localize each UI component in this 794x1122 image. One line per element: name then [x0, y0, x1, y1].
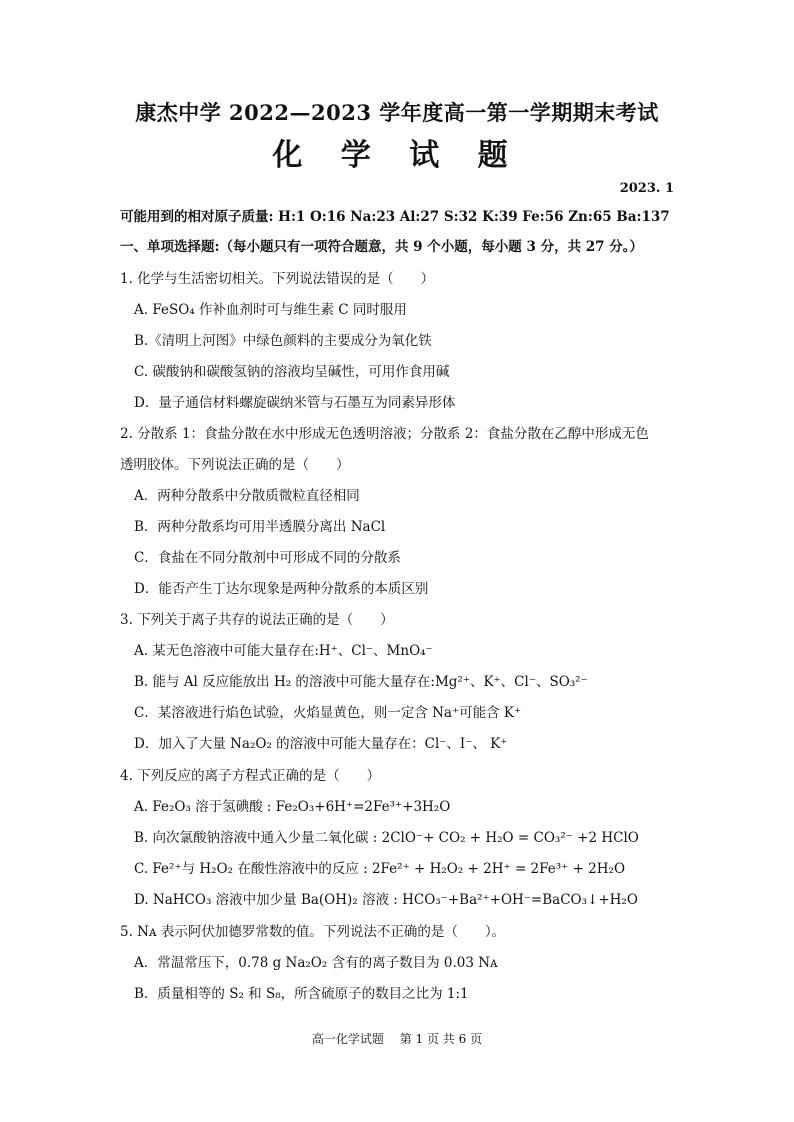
atomic-masses: 可能用到的相对原子质量: H:1 O:16 Na:23 Al:27 S:32 K:39 Fe:56 Zn:65 Ba:137 [120, 209, 670, 225]
section-heading: 一、单项选择题:（每小题只有一项符合题意，共 9 个小题，每小题 3 分，共 27 分。） [120, 239, 644, 255]
q3-stem: 3. 下列关于离子共存的说法正确的是（ ） [120, 612, 394, 628]
q2-option-d: D．能否产生丁达尔现象是两种分散系的本质区别 [134, 581, 429, 597]
exam-title: 康杰中学 2022—2023 学年度高一第一学期期末考试 [135, 100, 659, 125]
q1-stem: 1. 化学与生活密切相关。下列说法错误的是（ ） [120, 271, 435, 287]
q3-option-a: A. 某无色溶液中可能大量存在:H⁺、Cl⁻、MnO₄⁻ [134, 643, 433, 659]
q2-option-b: B．两种分散系均可用半透膜分离出 NaCl [134, 519, 386, 535]
page-footer: 高一化学试题 第 1 页 共 6 页 [311, 1032, 483, 1046]
q2-option-c: C．食盐在不同分散剂中可形成不同的分散系 [134, 550, 401, 566]
q3-option-c: C．某溶液进行焰色试验，火焰显黄色，则一定含 Na⁺可能含 K⁺ [134, 705, 522, 721]
q4-option-a: A. Fe₂O₃ 溶于氢碘酸 : Fe₂O₃+6H⁺=2Fe³⁺+3H₂O [134, 799, 451, 815]
q1-option-b: B.《清明上河图》中绿色颜料的主要成分为氧化铁 [134, 333, 432, 349]
q1-option-c: C. 碳酸钠和碳酸氢钠的溶液均呈碱性，可用作食用碱 [134, 364, 450, 380]
q2-stem-line1: 2. 分散系 1：食盐分散在水中形成无色透明溶液；分散系 2：食盐分散在乙醇中形成无色 [120, 426, 649, 442]
exam-date: 2023. 1 [619, 181, 674, 196]
subject-title: 化 学 试 题 [272, 138, 522, 173]
q5-stem: 5. Nᴀ 表示阿伏加德罗常数的值。下列说法不正确的是（ ）。 [120, 924, 506, 940]
q2-option-a: A．两种分散系中分散质微粒直径相同 [134, 488, 360, 504]
q2-stem-line2: 透明胶体。下列说法正确的是（ ） [120, 457, 350, 473]
q1-option-d: D．量子通信材料螺旋碳纳米管与石墨互为同素异形体 [134, 395, 456, 411]
q4-option-c: C. Fe²⁺与 H₂O₂ 在酸性溶液中的反应 : 2Fe²⁺ + H₂O₂ + 2H⁺ = 2Fe³⁺ + 2H₂O [134, 861, 626, 877]
q4-option-d: D. NaHCO₃ 溶液中加少量 Ba(OH)₂ 溶液 : HCO₃⁻+Ba²⁺+OH⁻=BaCO₃↓+H₂O [134, 892, 638, 908]
q3-option-b: B. 能与 Al 反应能放出 H₂ 的溶液中可能大量存在:Mg²⁺、K⁺、Cl⁻、SO₃²⁻ [134, 674, 588, 690]
q5-option-b: B．质量相等的 S₂ 和 S₈，所含硫原子的数目之比为 1:1 [134, 986, 469, 1002]
q4-option-b: B. 向次氯酸钠溶液中通入少量二氧化碳 : 2ClO⁻+ CO₂ + H₂O = CO₃²⁻ +2 HClO [134, 830, 639, 846]
q5-option-a: A．常温常压下，0.78 g Na₂O₂ 含有的离子数目为 0.03 Nᴀ [134, 955, 498, 971]
q4-stem: 4. 下列反应的离子方程式正确的是（ ） [120, 768, 381, 784]
q1-option-a: A. FeSO₄ 作补血剂时可与维生素 C 同时服用 [134, 302, 407, 318]
q3-option-d: D．加入了大量 Na₂O₂ 的溶液中可能大量存在：Cl⁻、I⁻、 K⁺ [134, 736, 508, 752]
